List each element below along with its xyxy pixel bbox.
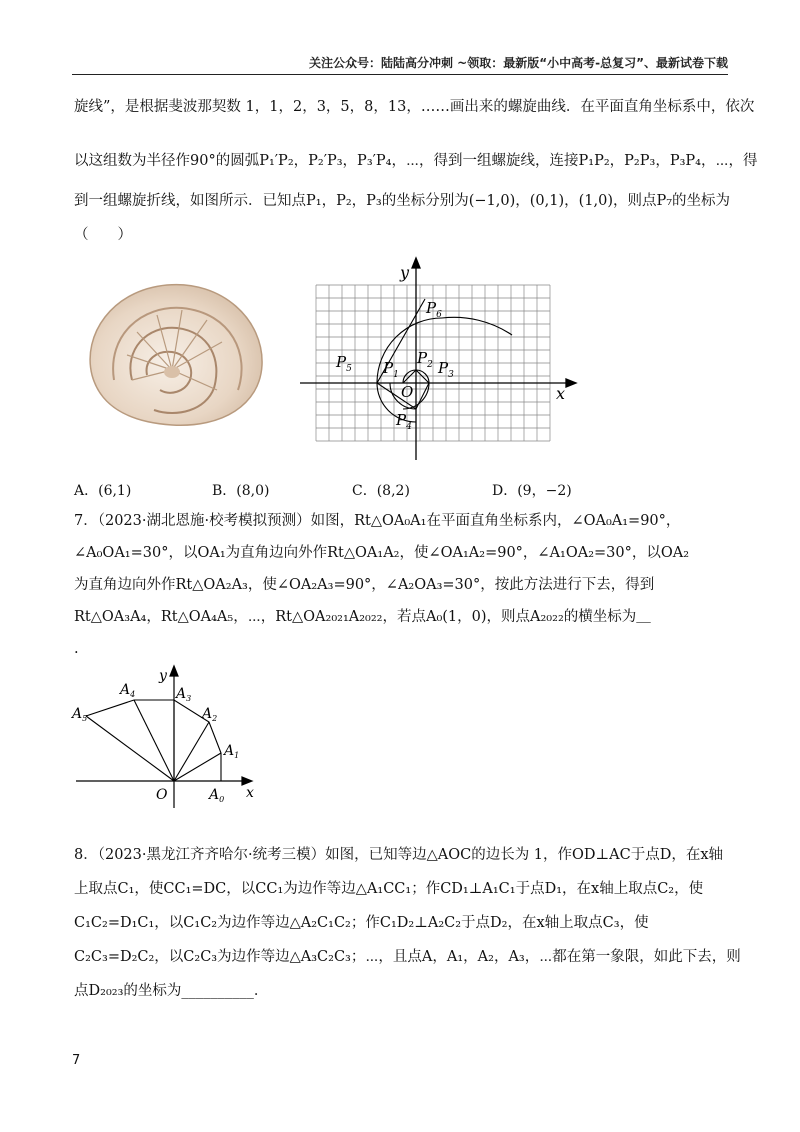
q6-line1: 旋线”，是根据斐波那契数 1，1，2，3，5，8，13，……画出来的螺旋曲线．在平面直角坐标系中，依次	[74, 99, 755, 115]
a1-label: $A_1$	[224, 743, 240, 760]
p2-label: $P_2$	[417, 349, 433, 370]
p5-label: $P_5$	[336, 353, 352, 374]
y-label: y	[159, 668, 167, 684]
q8-line1: 8．（2023·黑龙江齐齐哈尔·统考三模）如图，已知等边△AOC的边长为 1，作OD⊥AC于点D，在x轴	[74, 847, 724, 863]
q7-line1: 7．（2023·湖北恩施·校考模拟预测）如图，Rt△OA₀A₁在平面直角坐标系内，∠OA₀A₁=90°，	[74, 513, 681, 529]
q8-line3: C₁C₂=D₁C₁，以C₁C₂为边作等边△A₂C₁C₂；作C₁D₂⊥A₂C₂于点D₂，在x轴上取点C₃，使	[74, 915, 649, 931]
p1-label: $P_1$	[383, 359, 399, 380]
nautilus-shell-image	[72, 280, 272, 430]
option-a: A．(6,1)	[74, 483, 132, 499]
a0-label: $A_0$	[209, 787, 225, 804]
rotating-triangles-figure	[66, 660, 266, 810]
origin-label: O	[401, 383, 414, 401]
q7-line3: 为直角边向外作Rt△OA₂A₃，使∠OA₂A₃=90°，∠A₂OA₃=30°，按此方法进行下去，得到	[74, 577, 655, 593]
p6-label: $P_6$	[426, 299, 442, 320]
q6-line3: 到一组螺旋折线，如图所示．已知点P₁，P₂，P₃的坐标分别为(−1,0)，(0,1)，(1,0)，则点P₇的坐标为	[74, 193, 731, 209]
q8-line2: 上取点C₁，使CC₁=DC，以CC₁为边作等边△A₁CC₁；作CD₁⊥A₁C₁于点D₁，在x轴上取点C₂，使	[74, 881, 704, 897]
origin-label: O	[156, 787, 168, 803]
triangle-lines	[86, 700, 221, 781]
x-label: x	[556, 384, 566, 403]
a5-label: $A_5$	[72, 706, 88, 723]
q7-line4: Rt△OA₃A₄，Rt△OA₄A₅，⋯，Rt△OA₂₀₂₁A₂₀₂₂，若点A₀(1，0)，则点A₂₀₂₂的横坐标为＿	[74, 609, 651, 625]
a4-label: $A_4$	[120, 682, 136, 699]
q8-line4: C₂C₃=D₂C₂，以C₂C₃为边作等边△A₃C₂C₃；⋯，且点A，A₁，A₂，A₃，⋯都在第一象限，如此下去，则	[74, 949, 741, 965]
page-header: 关注公众号：陆陆高分冲刺 ~领取：最新版“小中高考-总复习”、最新试卷下载	[72, 54, 728, 75]
option-c: C．(8,2)	[352, 483, 410, 499]
p3-label: $P_3$	[438, 359, 454, 380]
q8-line5: 点D₂₀₂₃的坐标为__________．	[74, 983, 269, 999]
x-label: x	[246, 785, 254, 801]
option-d: D．(9，−2)	[492, 483, 572, 499]
y-axis-arrow	[170, 666, 178, 676]
q6-line4: （ ）	[74, 227, 132, 243]
y-axis-arrow	[412, 258, 420, 268]
a3-label: $A_3$	[176, 686, 192, 703]
q7-line5: .	[74, 641, 79, 657]
y-label: y	[400, 263, 410, 282]
page-number: 7	[72, 1053, 81, 1068]
x-axis-arrow	[242, 777, 252, 785]
q6-line2: 以这组数为半径作90°的圆弧P₁′P₂，P₂′P₃，P₃′P₄，⋯，得到一组螺旋线，连接P₁P₂，P₂P₃，P₃P₄，⋯，得	[74, 153, 758, 169]
q7-line2: ∠A₀OA₁=30°，以OA₁为直角边向外作Rt△OA₁A₂，使∠OA₁A₂=90°，∠A₁OA₂=30°，以OA₂	[74, 545, 690, 561]
x-axis-arrow	[566, 379, 576, 387]
option-b: B．(8,0)	[212, 483, 270, 499]
p4-label: $P_4$	[396, 411, 412, 432]
a2-label: $A_2$	[202, 706, 218, 723]
spiral-figure	[300, 255, 590, 465]
